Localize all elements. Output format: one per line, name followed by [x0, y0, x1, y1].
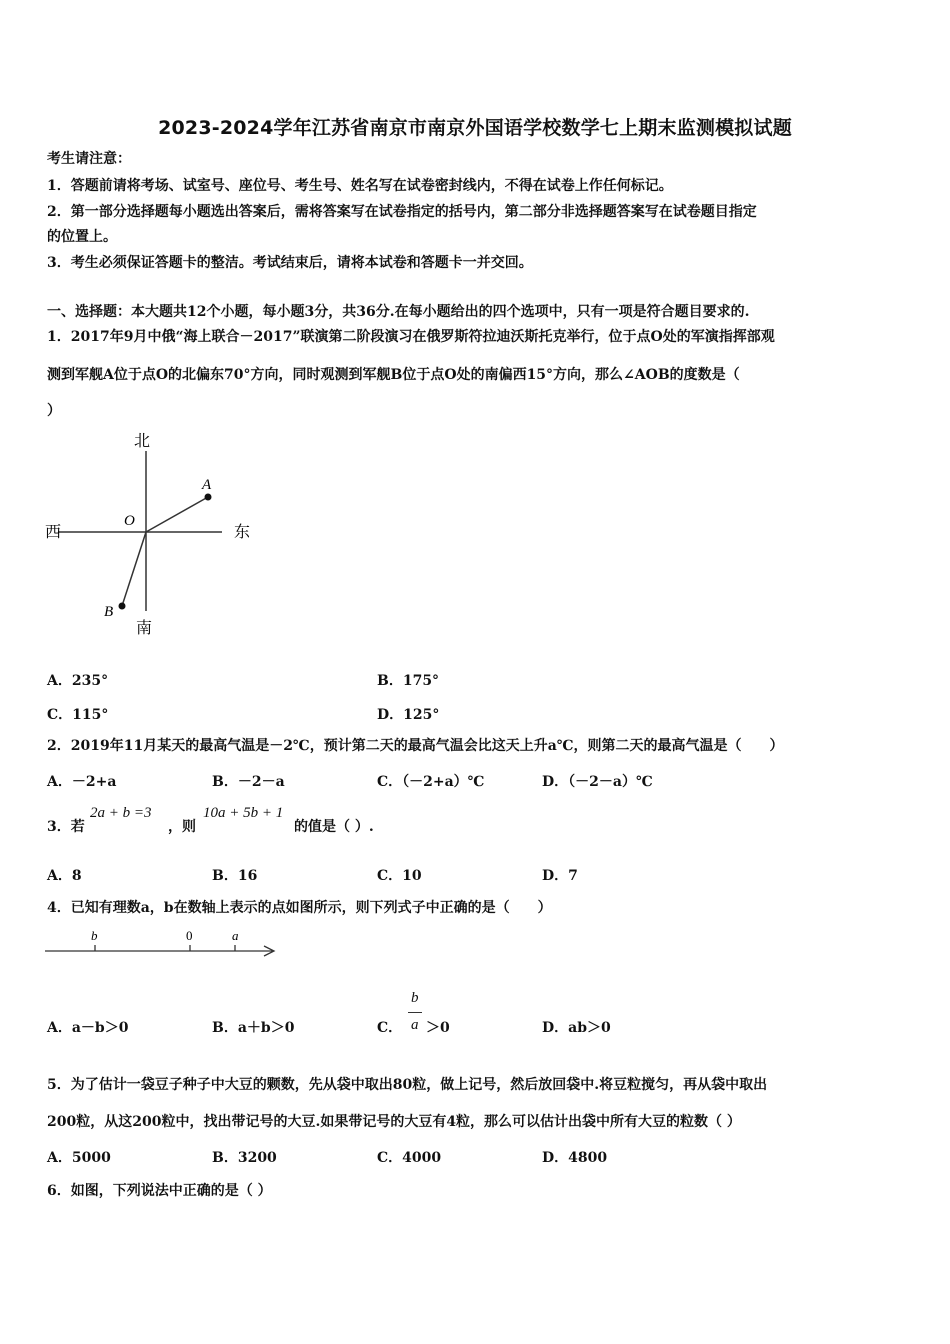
q4-option-c-tail: ＞0 — [426, 1020, 450, 1036]
notice-item: 2．第一部分选择题每小题选出答案后，需将答案写在试卷指定的括号内，第二部分非选择题答案写在试卷题目指定 — [47, 204, 757, 220]
q1-option-c[interactable]: C．115° — [47, 707, 109, 723]
question-1-line: ） — [47, 403, 61, 419]
west-label: 西 — [45, 522, 62, 541]
q5-option-c[interactable]: C．4000 — [377, 1150, 442, 1166]
question-3-prefix: 3．若 — [47, 819, 85, 835]
q3-expression-2: 10a + 5b + 1 — [203, 805, 284, 821]
fraction-bar — [408, 1012, 422, 1013]
label-b: b — [91, 928, 98, 943]
q3-option-c[interactable]: C．10 — [377, 868, 422, 884]
q4-option-c[interactable] — [377, 1017, 402, 1037]
south-label: 南 — [136, 618, 153, 637]
q4-option-d[interactable]: D．ab＞0 — [542, 1020, 611, 1036]
q4-option-c-denominator: a — [411, 1017, 419, 1033]
ray-OA — [146, 497, 208, 532]
ray-OB — [122, 532, 146, 606]
question-2: 2．2019年11月某天的最高气温是－2℃，预计第二天的最高气温会比这天上升a℃，则第二天的最高气温是（ ） — [47, 738, 784, 754]
question-3-middle: ，则 — [168, 819, 196, 835]
notice-item: 的位置上。 — [47, 229, 117, 245]
point-b-label: B — [104, 604, 114, 620]
east-label: 东 — [234, 522, 251, 541]
section-heading: 一、选择题：本大题共12个小题，每小题3分，共36分.在每小题给出的四个选项中，只有一项是符合题目要求的. — [47, 304, 750, 320]
notice-item: 3．考生必须保证答题卡的整洁。考试结束后，请将本试卷和答题卡一并交回。 — [47, 255, 533, 271]
q2-option-d[interactable]: D．（－2－a）℃ — [542, 774, 653, 790]
q3-option-d[interactable]: D．7 — [542, 868, 578, 884]
q1-option-a[interactable]: A．235° — [47, 673, 109, 689]
north-label: 北 — [134, 431, 151, 450]
number-line-figure — [40, 922, 285, 964]
question-1-line: 1．2017年9月中俄“海上联合－2017”联演第二阶段演习在俄罗斯符拉迪沃斯托克举行，位于点O处的军演指挥部观 — [47, 329, 775, 345]
question-1-line: 测到军舰A位于点O的北偏东70°方向，同时观测到军舰B位于点O处的南偏西15°方向，那么∠AOB的度数是（ — [47, 367, 740, 383]
q5-option-a[interactable]: A．5000 — [47, 1150, 111, 1166]
question-4: 4．已知有理数a，b在数轴上表示的点如图所示，则下列式子中正确的是（ ） — [47, 900, 552, 916]
q4-option-c-label: C． — [377, 1020, 403, 1036]
q2-option-c[interactable]: C．（－2+a）℃ — [377, 774, 485, 790]
notice-item: 1．答题前请将考场、试室号、座位号、考生号、姓名写在试卷密封线内，不得在试卷上作任何标记。 — [47, 178, 673, 194]
q3-option-a[interactable]: A．8 — [47, 868, 82, 884]
page-title: 2023-2024学年江苏省南京市南京外国语学校数学七上期末监测模拟试题 — [158, 117, 792, 139]
notice-heading: 考生请注意： — [47, 151, 131, 167]
question-5-line: 5．为了估计一袋豆子种子中大豆的颗数，先从袋中取出80粒，做上记号，然后放回袋中.将豆粒搅匀，再从袋中取出 — [47, 1077, 768, 1093]
q4-option-a[interactable]: A．a－b＞0 — [47, 1020, 129, 1036]
q5-option-b[interactable]: B．3200 — [212, 1150, 277, 1166]
point-b-dot — [119, 603, 126, 610]
q1-option-d[interactable]: D．125° — [377, 707, 440, 723]
compass-figure — [40, 425, 270, 640]
origin-label: O — [124, 513, 135, 529]
question-5-line: 200粒，从这200粒中，找出带记号的大豆.如果带记号的大豆有4粒，那么可以估计出袋中所有大豆的粒数（ ） — [47, 1114, 741, 1130]
label-0: 0 — [186, 928, 193, 943]
question-3-suffix: 的值是（ ）. — [294, 819, 374, 835]
q5-option-d[interactable]: D．4800 — [542, 1150, 608, 1166]
label-a: a — [232, 928, 239, 943]
q4-option-c-numerator: b — [411, 990, 419, 1006]
question-6: 6．如图，下列说法中正确的是（ ） — [47, 1183, 272, 1199]
point-a-dot — [205, 494, 212, 501]
q3-expression-1: 2a + b =3 — [90, 805, 152, 821]
q1-option-b[interactable]: B．175° — [377, 673, 440, 689]
q2-option-a[interactable]: A．－2+a — [47, 774, 117, 790]
q3-option-b[interactable]: B．16 — [212, 868, 258, 884]
point-a-label: A — [202, 477, 212, 493]
q2-option-b[interactable]: B．－2－a — [212, 774, 285, 790]
q4-option-b[interactable]: B．a＋b＞0 — [212, 1020, 295, 1036]
